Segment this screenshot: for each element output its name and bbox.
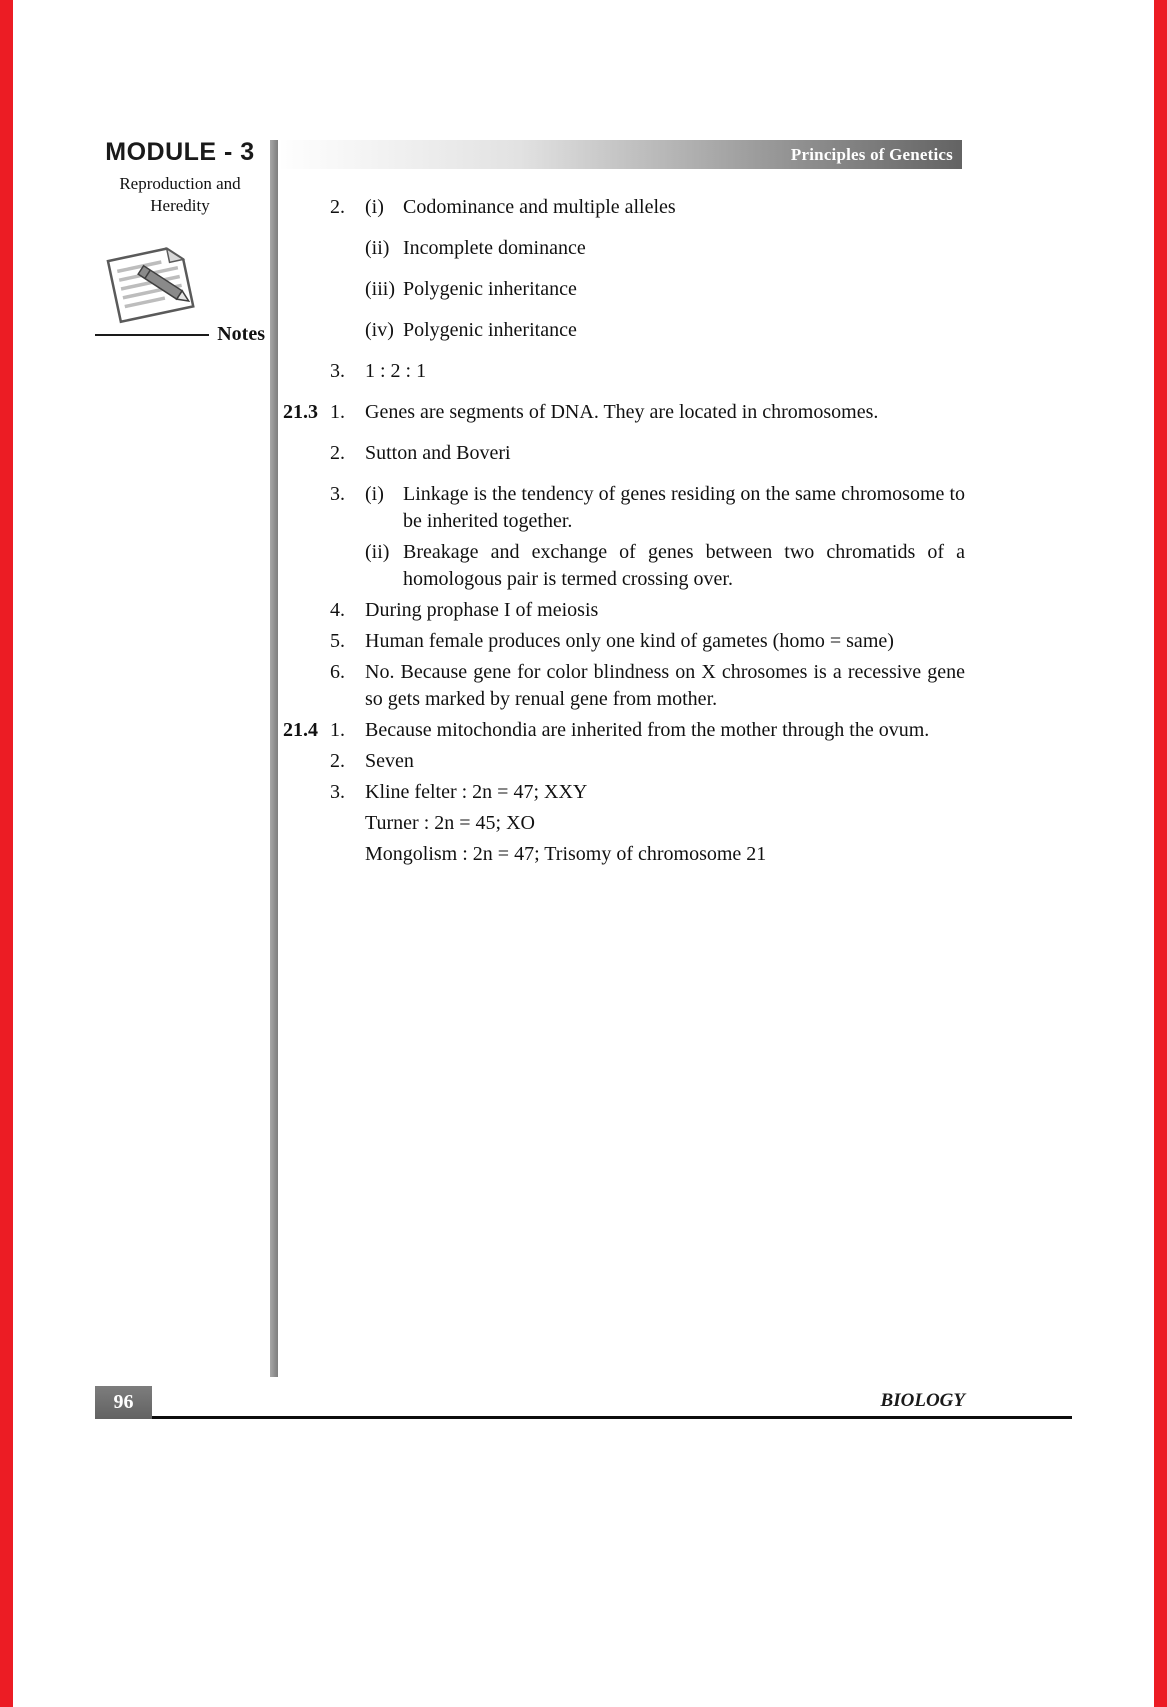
answer-row — [283, 481, 965, 535]
item-number: 3. — [330, 483, 345, 505]
sidebar — [95, 138, 265, 346]
answer-row — [283, 597, 965, 624]
item-text: 1 : 2 : 1 — [365, 360, 427, 382]
answer-row — [283, 399, 965, 426]
answer-row — [283, 748, 965, 775]
item-subnumber: (ii) — [365, 237, 390, 259]
item-text: Linkage is the tendency of genes residing on the same chromosome to be inherited together. — [403, 483, 965, 532]
answer-row — [283, 841, 965, 868]
item-subnumber: (i) — [365, 483, 384, 505]
item-subnumber: (iv) — [365, 319, 394, 341]
item-text: During prophase I of meiosis — [365, 599, 599, 621]
right-edge-band — [1154, 0, 1167, 1707]
answer-row — [283, 659, 965, 713]
item-number: 4. — [330, 599, 345, 621]
answer-row — [283, 276, 965, 303]
answer-row — [283, 235, 965, 262]
item-text: Kline felter : 2n = 47; XXY — [365, 781, 588, 803]
notes-icon — [99, 231, 209, 331]
answer-row — [283, 539, 965, 593]
chapter-title: Principles of Genetics — [790, 144, 953, 164]
module-label: MODULE - 3 — [105, 138, 255, 166]
answer-row — [283, 358, 965, 385]
item-number: 2. — [330, 750, 345, 772]
book-title: BIOLOGY — [880, 1390, 965, 1411]
item-text: Polygenic inheritance — [403, 278, 577, 300]
left-edge-band — [0, 0, 13, 1707]
item-number: 2. — [330, 442, 345, 464]
answer-row — [283, 779, 965, 806]
footer-rule — [152, 1416, 1072, 1419]
module-subtitle — [95, 173, 265, 217]
item-text: No. Because gene for color blindness on X chrosomes is a recessive gene so gets marked by renual gene from mother. — [365, 661, 965, 710]
page-number-badge: 96 — [95, 1386, 152, 1419]
answer-row — [283, 717, 965, 744]
notes-label: Notes — [217, 323, 265, 345]
item-text: Polygenic inheritance — [403, 319, 577, 341]
item-subnumber: (i) — [365, 196, 384, 218]
notes-icon-wrap — [99, 231, 209, 331]
answer-row — [283, 194, 965, 221]
item-text: Breakage and exchange of genes between two chromatids of a homologous pair is termed crossing over. — [403, 541, 965, 590]
item-number: 6. — [330, 661, 345, 683]
item-number: 1. — [330, 719, 345, 741]
section-number: 21.4 — [283, 719, 318, 741]
sidebar-divider-bar — [270, 140, 278, 1377]
item-text: Because mitochondia are inherited from the mother through the ovum. — [365, 719, 930, 741]
item-number: 2. — [330, 196, 345, 218]
item-number: 5. — [330, 630, 345, 652]
item-text: Mongolism : 2n = 47; Trisomy of chromosome 21 — [365, 843, 767, 865]
item-subnumber: (ii) — [365, 541, 390, 563]
item-text: Sutton and Boveri — [365, 442, 511, 464]
answer-row — [283, 810, 965, 837]
item-number: 1. — [330, 401, 345, 423]
item-subnumber: (iii) — [365, 278, 395, 300]
item-text: Incomplete dominance — [403, 237, 586, 259]
item-text: Codominance and multiple alleles — [403, 196, 676, 218]
item-text: Seven — [365, 750, 414, 772]
item-number: 3. — [330, 781, 345, 803]
answer-row — [283, 317, 965, 344]
answers-content — [283, 194, 965, 872]
answer-row — [283, 440, 965, 467]
item-text: Human female produces only one kind of gametes (homo = same) — [365, 630, 894, 652]
answer-row — [283, 628, 965, 655]
item-text: Turner : 2n = 45; XO — [365, 812, 535, 834]
module-subtitle-line2: Heredity — [150, 196, 210, 215]
notes-rule — [95, 334, 209, 336]
item-number: 3. — [330, 360, 345, 382]
module-subtitle-line1: Reproduction and — [119, 174, 241, 193]
chapter-header-bar — [281, 140, 962, 169]
item-text: Genes are segments of DNA. They are located in chromosomes. — [365, 401, 879, 423]
section-number: 21.3 — [283, 401, 318, 423]
